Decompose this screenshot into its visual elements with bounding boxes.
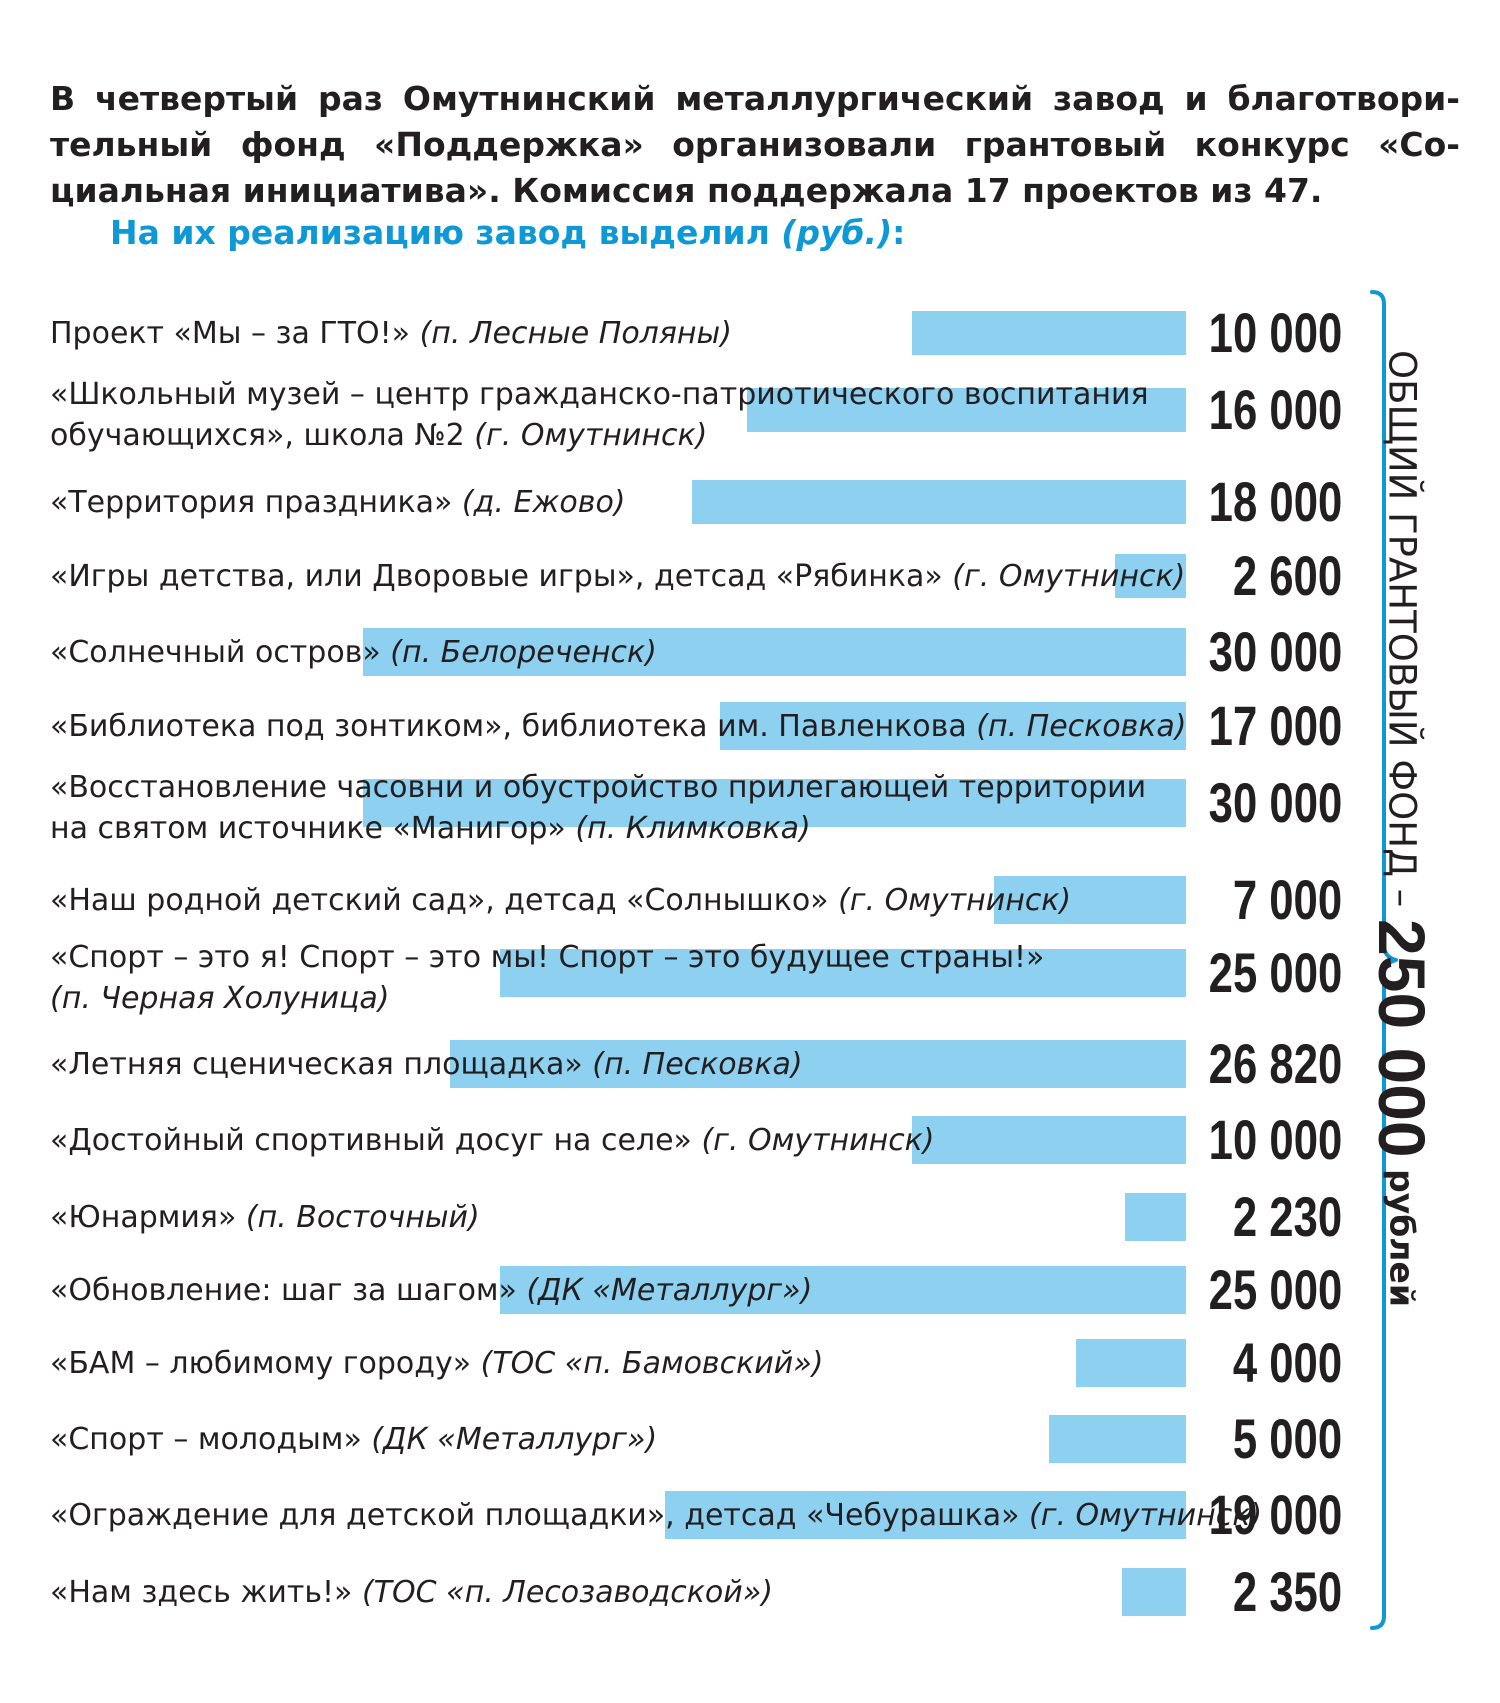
bar-label-8 [50, 880, 1071, 921]
bar-label-10 [50, 1044, 803, 1085]
bar-label-name: «Обновление: шаг за шагом» [50, 1273, 527, 1308]
bar-label-name: «Нам здесь жить!» [50, 1575, 362, 1610]
bar-label-name: «БАМ – любимому городу» [50, 1346, 481, 1381]
intro-line-3: циальная инициатива». Комиссия поддержала 17 проектов из 47. [50, 171, 1323, 210]
bar-label-14 [50, 1343, 823, 1384]
subtitle-colon: : [892, 213, 906, 252]
bar-label-place: (п. Восточный) [245, 1200, 480, 1235]
bar-label-name: «Территория праздника» [50, 485, 462, 520]
bar-value-8: 7 000 [1232, 868, 1342, 931]
bar-label-name: «Спорт – это я! Спорт – это мы! Спорт – это будущее страны!» [50, 940, 1045, 975]
bar-label-place: (г. Омутнинск) [952, 559, 1186, 594]
total-fund-amount: 250 000 [1365, 919, 1439, 1158]
bar-value-3: 18 000 [1208, 470, 1342, 533]
bar-11 [912, 1116, 1186, 1164]
bar-label-13 [50, 1270, 812, 1311]
bar-label-1 [50, 313, 732, 354]
bar-value-4: 2 600 [1232, 544, 1342, 607]
bar-3 [692, 480, 1186, 524]
bar-value-1: 10 000 [1208, 301, 1342, 364]
bar-label-place: (ДК «Металлург») [526, 1273, 813, 1308]
bar-value-2: 16 000 [1208, 378, 1342, 441]
bar-12 [1125, 1193, 1186, 1241]
bar-value-5: 30 000 [1208, 620, 1342, 683]
bar-label-16 [50, 1495, 1262, 1536]
bar-label-2 [50, 374, 1149, 456]
bar-label-place-cont: (г. Омутнинск) [474, 418, 708, 453]
bar-label-name: «Ограждение для детской площадки», детсад «Чебурашка» [50, 1498, 1029, 1533]
bar-label-name: «Солнечный остров» [50, 635, 391, 670]
bar-label-3 [50, 482, 626, 523]
bar-label-7 [50, 767, 1146, 849]
bar-label-place: (п. Белореченск) [390, 635, 657, 670]
total-fund-unit: рублей [1382, 1157, 1422, 1307]
bar-label-6 [50, 706, 1187, 747]
bar-label-place-cont: (п. Черная Холуница) [50, 981, 390, 1016]
bar-label-place: (п. Лесные Поляны) [419, 316, 732, 351]
bar-label-name: «Игры детства, или Дворовые игры», детсад «Рябинка» [50, 559, 953, 594]
bar-label-place: (п. Песковка) [976, 709, 1187, 744]
intro-line-1: В четвертый раз Омутнинский металлургический завод и благотвори- [50, 79, 1460, 118]
bar-label-place: (д. Ежово) [461, 485, 626, 520]
subtitle-text: На их реализацию завод выделил [110, 213, 782, 252]
bar-label-name: «Наш родной детский сад», детсад «Солнышко» [50, 883, 839, 918]
total-fund-text: ОБЩИЙ ГРАНТОВЫЙ ФОНД – [1380, 350, 1424, 920]
bar-label-9 [50, 937, 1044, 1019]
bar-label-name: Проект «Мы – за ГТО!» [50, 316, 420, 351]
bar-value-16: 19 000 [1208, 1483, 1342, 1546]
bar-label-place: (ТОС «п. Бамовский») [480, 1346, 824, 1381]
bar-label-place: (п. Песковка) [592, 1047, 803, 1082]
bar-label-place: (г. Омутнинск) [1028, 1498, 1263, 1533]
bar-label-place: (ДК «Металлург») [371, 1422, 658, 1457]
bar-17 [1122, 1568, 1186, 1616]
bar-label-name: «Летняя сценическая площадка» [50, 1047, 593, 1082]
bar-label-12 [50, 1197, 480, 1238]
bar-label-place-cont: (п. Климковка) [575, 811, 811, 846]
bar-value-9: 25 000 [1208, 941, 1342, 1004]
bar-value-11: 10 000 [1208, 1108, 1342, 1171]
bar-value-12: 2 230 [1232, 1185, 1342, 1248]
bar-value-6: 17 000 [1208, 694, 1342, 757]
bar-value-17: 2 350 [1232, 1560, 1342, 1623]
bar-14 [1076, 1339, 1186, 1387]
bar-label-name: «Достойный спортивный досуг на селе» [50, 1123, 702, 1158]
bar-label-11 [50, 1120, 935, 1161]
bar-label-name: «Спорт – молодым» [50, 1422, 372, 1457]
bar-label-4 [50, 556, 1185, 597]
bar-label-15 [50, 1419, 657, 1460]
bar-label-name: «Восстановление часовни и обустройство прилегающей территории [50, 770, 1147, 805]
intro-line-2: тельный фонд «Поддержка» организовали грантовый конкурс «Со- [50, 125, 1460, 164]
bar-label-5 [50, 632, 657, 673]
bar-15 [1049, 1415, 1186, 1463]
bar-label-17 [50, 1572, 773, 1613]
bar-label-place: (ТОС «п. Лесозаводской») [361, 1575, 773, 1610]
bar-label-name: «Школьный музей – центр гражданско-патриотического воспитания [50, 377, 1149, 412]
bar-value-14: 4 000 [1232, 1331, 1342, 1394]
subtitle-unit: (руб.) [781, 213, 893, 252]
bar-label-name-cont: на святом источнике «Манигор» [50, 811, 576, 846]
bar-value-7: 30 000 [1208, 771, 1342, 834]
bar-label-name: «Библиотека под зонтиком», библиотека им. Павленкова [50, 709, 977, 744]
bar-value-15: 5 000 [1232, 1407, 1342, 1470]
bar-label-place: (г. Омутнинск) [701, 1123, 935, 1158]
bar-value-13: 25 000 [1208, 1258, 1342, 1321]
bar-label-name-cont: обучающихся», школа №2 [50, 418, 475, 453]
bar-label-name: «Юнармия» [50, 1200, 246, 1235]
bar-1 [912, 311, 1186, 355]
bar-value-10: 26 820 [1208, 1032, 1342, 1095]
bar-label-place: (г. Омутнинск) [838, 883, 1072, 918]
